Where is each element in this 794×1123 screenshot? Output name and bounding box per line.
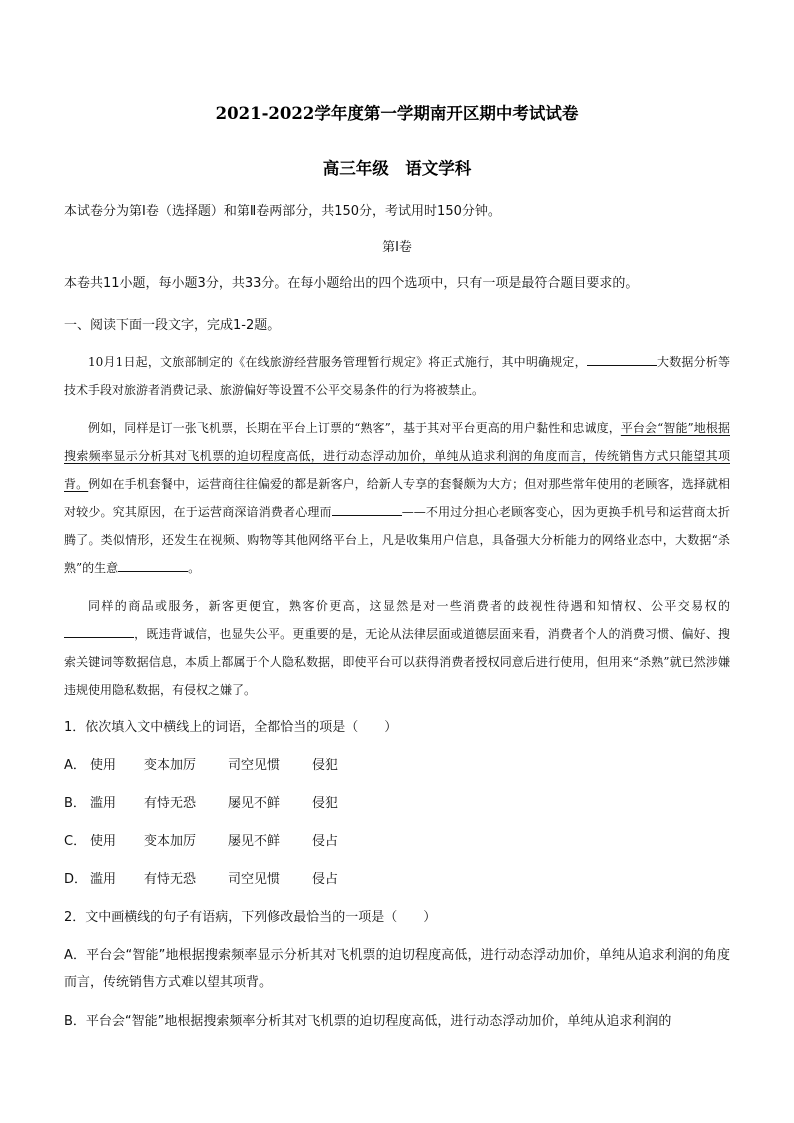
passage-text: 10月1日起，文旅部制定的《在线旅游经营服务管理暂行规定》将正式施行，其中明确规定，: [88, 355, 587, 369]
option-word: 使用: [90, 758, 117, 773]
fill-blank-4: [64, 625, 134, 638]
passage-paragraph-1: [64, 348, 730, 404]
option-word: 变本加厉: [144, 758, 197, 773]
passage-text: ——不用过分担心老顾客变心，因为更换手机号和运营商太折腾了。类似情形，还发生在视频、购物等其他网络平台上，凡是收集用户信息，具备强大分析能力的网络业态中，大数据“杀熟”的生意: [64, 505, 730, 575]
option-word: 侵犯: [312, 758, 339, 773]
fill-blank-1: [587, 353, 657, 366]
question-1-stem: 1．依次填入文中横线上的词语，全都恰当的项是（ ）: [64, 720, 398, 735]
passage-text: 大数据分析等技术手段对旅游者消费记录、旅游偏好等设置不公平交易条件的行为将被禁止。: [64, 355, 730, 397]
exam-subtitle: 高三年级 语文学科: [322, 159, 472, 178]
option-word: 侵占: [312, 834, 339, 849]
option-word: 有恃无恐: [144, 872, 197, 887]
passage-text: 例如在手机套餐中，运营商往往偏爱的都是新客户，给新人专享的套餐颇为大方；但对那些常年使用的老顾客，选择就相对较少。究其原因，在于运营商深谙消费者心理而: [64, 477, 730, 519]
passage-paragraph-2: [64, 414, 730, 582]
option-word: 有恃无恐: [144, 796, 197, 811]
option-word: 侵犯: [312, 796, 339, 811]
passage-text: 同样的商品或服务，新客更便宜，熟客价更高，这显然是对一些消费者的歧视性待遇和知情权、公平交易权的: [88, 599, 730, 613]
option-letter: C．: [64, 834, 87, 849]
question-2-option-a: A．平台会“智能”地根据搜索频率显示分析其对飞机票的迫切程度高低，进行动态浮动加价，单纯从追求利润的角度而言，传统销售方式难以望其项背。: [64, 948, 730, 990]
fill-blank-3: [118, 559, 188, 572]
option-word: 使用: [90, 834, 117, 849]
passage-text: 。: [188, 561, 201, 575]
fill-blank-2: [332, 503, 402, 516]
option-word: 滥用: [90, 872, 117, 887]
option-letter: A．: [64, 758, 86, 773]
option-word: 滥用: [90, 796, 117, 811]
passage-text: 例如，同样是订一张飞机票，长期在平台上订票的“熟客”，基于其对平台更高的用户黏性和忠诚度，: [88, 421, 621, 435]
exam-title: 2021-2022学年度第一学期南开区期中考试试卷: [215, 104, 579, 123]
option-word: 屡见不鲜: [228, 834, 281, 849]
option-word: 变本加厉: [144, 834, 197, 849]
option-word: 司空见惯: [228, 758, 281, 773]
section-instruction: 本卷共11小题，每小题3分，共33分。在每小题给出的四个选项中，只有一项是最符合题目要求的。: [64, 276, 639, 291]
reading-passage: [64, 348, 730, 704]
passage-text: ，既违背诚信，也显失公平。更重要的是，无论从法律层面或道德层面来看，消费者个人的消费习惯、偏好、搜索关键词等数据信息，本质上都属于个人隐私数据，即使平台可以获得消费者授权同意后进行使用，但用来“杀熟”就已然涉嫌违规使用隐私数据，有侵权之嫌了。: [64, 627, 730, 697]
underlined-sentence: 平台会“智能”地根据搜索频率显示分析其对飞机票的迫切程度高低，进行动态浮动加价，单纯从追求利润的角度而言，传统销售方式只能望其项背。: [64, 421, 730, 491]
section-label: 第Ⅰ卷: [382, 240, 412, 255]
option-word: 屡见不鲜: [228, 796, 281, 811]
question-2-stem: 2．文中画横线的句子有语病，下列修改最恰当的一项是（ ）: [64, 910, 437, 925]
passage-paragraph-3: [64, 592, 730, 704]
option-letter: B．: [64, 796, 86, 811]
question-2-option-b: B．平台会“智能”地根据搜索频率分析其对飞机票的迫切程度高低，进行动态浮动加价，单纯从追求利润的: [64, 1014, 672, 1029]
exam-intro: 本试卷分为第Ⅰ卷（选择题）和第Ⅱ卷两部分，共150分，考试用时150分钟。: [64, 204, 501, 219]
option-word: 司空见惯: [228, 872, 281, 887]
part-heading: 一、阅读下面一段文字，完成1-2题。: [64, 318, 281, 333]
option-word: 侵占: [312, 872, 339, 887]
option-letter: D．: [64, 872, 88, 887]
